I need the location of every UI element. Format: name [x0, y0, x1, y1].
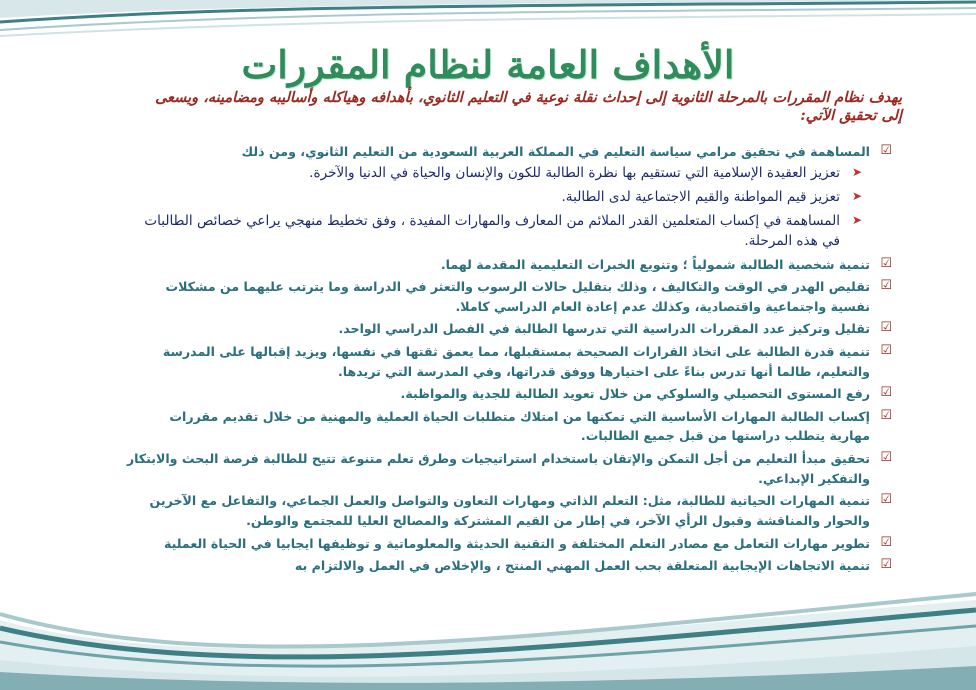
checkmark-bullet-icon: ☑ [880, 385, 892, 401]
sub-goals-list [126, 163, 870, 251]
arrowhead-bullet-icon: ➤ [851, 164, 862, 179]
checkmark-bullet-icon: ☑ [880, 320, 892, 336]
goal-text: تقليل وتركيز عدد المقررات الدراسية التي تدرسها الطالبة في الفصل الدراسي الواحد. [338, 321, 870, 337]
goal-item [126, 255, 892, 275]
sub-goal-text: تعزيز العقيدة الإسلامية التي تستقيم بها نظرة الطالبة للكون والإنسان والحياة في الدنيا والآخرة. [309, 164, 840, 181]
sub-goal-text: المساهمة في إكساب المتعلمين القدر الملائم من المعارف والمهارات المفيدة ، وفق تخطيط منهجي يراعي خصائص الطالبات في هذه المرحلة. [144, 212, 840, 249]
goal-item [126, 142, 892, 251]
goal-item [126, 384, 892, 404]
checkmark-bullet-icon: ☑ [880, 278, 892, 294]
goal-item [126, 277, 892, 316]
goal-text: إكساب الطالبة المهارات الأساسية التي تمكنها من امتلاك متطلبات الحياة العملية والمهنية من خلال تقديم مقررات مهارية يتطلب دراستها من قبل جميع الطالبات. [169, 408, 870, 444]
goal-item [126, 342, 892, 381]
goal-text: تنمية شخصية الطالبة شمولياً ؛ وتنويع الخبرات التعليمية المقدمة لهما. [440, 256, 870, 272]
goal-text: تنمية قدرة الطالبة على اتخاذ القرارات الصحيحة بمستقبلها، مما يعمق ثقتها في نفسها، ويزيد إقبالها على المدرسة والتعليم، طالما أنها تدرس بناءً على اختيارها ووفق قدراتها، وفي المدرسة التي تريدها. [162, 344, 870, 379]
goal-item [126, 407, 892, 446]
goal-item [126, 319, 892, 339]
arrowhead-bullet-icon: ➤ [851, 188, 862, 203]
arrowhead-bullet-icon: ➤ [851, 212, 862, 227]
sub-goal-text: تعزيز قيم المواطنة والقيم الاجتماعية لدى الطالبة. [561, 188, 840, 205]
goal-text: تطوير مهارات التعامل مع مصادر التعلم المختلفة و التقنية الحديثة والمعلوماتية و توظيفها ايجابيا في الحياة العملية [164, 535, 870, 551]
goal-item [126, 556, 892, 576]
sub-goal-item [126, 187, 862, 207]
sub-goal-item [126, 211, 862, 251]
checkmark-bullet-icon: ☑ [880, 492, 892, 508]
bottom-decorative-swoosh [0, 580, 976, 690]
goal-item [126, 534, 892, 554]
goal-item [126, 491, 892, 530]
sub-goal-item [126, 163, 862, 183]
checkmark-bullet-icon: ☑ [880, 343, 892, 359]
checkmark-bullet-icon: ☑ [880, 534, 892, 550]
goals-list [126, 142, 892, 579]
checkmark-bullet-icon: ☑ [880, 407, 892, 423]
goal-text: تحقيق مبدأ التعليم من أجل التمكن والإتقان باستخدام استراتيجيات وطرق تعلم متنوعة تتيح للطالبة فرصة البحث والابتكار والتفكير الإبداعي. [126, 451, 870, 486]
goal-text: المساهمة في تحقيق مرامي سياسة التعليم في المملكة العربية السعودية من التعليم الثانوي، ومن ذلك [241, 144, 870, 159]
checkmark-bullet-icon: ☑ [880, 143, 892, 158]
goal-text: تنمية الاتجاهات الإيجابية المتعلقة بحب العمل المهني المنتج ، والإخلاص في العمل والالتزام به [294, 558, 870, 574]
goal-item [126, 449, 892, 488]
goal-text: رفع المستوى التحصيلي والسلوكي من خلال تعويد الطالبة للجدية والمواظبة. [400, 386, 870, 402]
checkmark-bullet-icon: ☑ [880, 450, 892, 466]
checkmark-bullet-icon: ☑ [880, 255, 892, 271]
goal-text: تقليص الهدر في الوقت والتكاليف ، وذلك بتقليل حالات الرسوب والتعثر في الدراسة وما يترتب عليهما من مشكلات نفسية واجتماعية واقتصادية، وكذلك عدم إعادة العام الدراسي كاملا. [165, 279, 870, 314]
intro-paragraph: يهدف نظام المقررات بالمرحلة الثانوية إلى إحداث نقلة نوعية في التعليم الثانوي، بأهدافه وهياكله وأساليبه ومضامينه، ويسعى إلى تحقيق الآتي: [155, 89, 902, 124]
page-title: الأهداف العامة لنظام المقررات [241, 42, 735, 87]
goal-text: تنمية المهارات الحياتية للطالبة، مثل: التعلم الذاتي ومهارات التعاون والتواصل والعمل الجماعي، والتفاعل مع الآخرين والحوار والمناقشة وقبول الرأي الآخر، في إطار من القيم المشتركة والمصالح العليا للمجتمع والوطن. [149, 493, 870, 528]
checkmark-bullet-icon: ☑ [880, 557, 892, 573]
